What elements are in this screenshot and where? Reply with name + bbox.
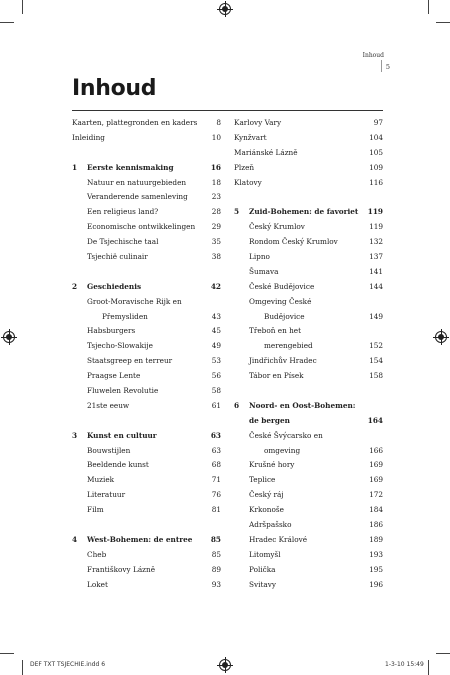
crop-mark [428, 0, 429, 14]
entry-title: Rondom Český Krumlov [249, 237, 338, 247]
entry-page-number: 10 [211, 132, 221, 142]
entry-page-number: 149 [369, 311, 383, 321]
entry-page-number: 42 [210, 281, 221, 291]
toc-entry[interactable] [72, 563, 221, 578]
entry-page-number: 195 [369, 564, 383, 574]
toc-left-column [72, 116, 221, 593]
section-gap [234, 190, 383, 205]
entry-page-number: 81 [211, 505, 221, 515]
entry-title: Krušné hory [249, 460, 295, 470]
entry-title: Český Krumlov [249, 222, 305, 232]
entry-page-number: 132 [369, 237, 383, 247]
toc-entry[interactable] [234, 369, 383, 384]
entry-page-number: 141 [369, 266, 383, 276]
entry-page-number: 58 [211, 386, 221, 396]
entry-page-number: 109 [369, 162, 383, 172]
toc-entry[interactable] [234, 578, 383, 593]
entry-title: Economische ontwikkelingen [87, 222, 196, 232]
toc-chapter-entry[interactable] [234, 414, 383, 429]
toc-entry[interactable] [72, 339, 221, 354]
entry-title: merengebied [264, 341, 313, 351]
entry-page-number: 169 [369, 475, 383, 485]
crop-mark [436, 22, 450, 23]
toc-chapter-entry[interactable] [72, 280, 221, 295]
toc-entry[interactable] [234, 250, 383, 265]
entry-page-number: 63 [211, 445, 221, 455]
entry-page-number: 119 [369, 222, 383, 232]
toc-entry[interactable] [234, 473, 383, 488]
section-gap [72, 518, 221, 533]
toc-entry[interactable] [234, 116, 383, 131]
entry-title: Veranderende samenleving [87, 192, 188, 202]
toc-entry[interactable] [234, 339, 383, 354]
entry-title: 21ste eeuw [87, 400, 130, 410]
toc-entry[interactable] [72, 399, 221, 414]
toc-entry[interactable] [72, 190, 221, 205]
entry-page-number: 53 [211, 356, 221, 366]
entry-page-number: 97 [373, 118, 383, 127]
entry-title: Plzeň [234, 162, 255, 172]
toc-entry[interactable] [234, 280, 383, 295]
crop-mark [22, 0, 23, 14]
toc-entry[interactable] [234, 265, 383, 280]
chapter-number: 1 [72, 162, 78, 172]
entry-title: České Švýcarsko en [249, 430, 323, 440]
entry-page-number: 61 [211, 400, 221, 410]
entry-title: Františkovy Lázně [87, 564, 156, 574]
entry-page-number: 164 [367, 415, 383, 425]
entry-title: Třeboň en het [249, 326, 302, 336]
page-title: Inhoud [72, 76, 157, 101]
toc-entry[interactable] [72, 324, 221, 339]
entry-title: De Tsjechische taal [87, 237, 159, 247]
header-divider [381, 60, 382, 72]
entry-page-number: 193 [369, 549, 383, 559]
toc-entry[interactable] [72, 354, 221, 369]
entry-page-number: 93 [211, 579, 221, 589]
entry-page-number: 23 [211, 192, 221, 202]
entry-title: Litomyšl [249, 549, 281, 559]
crop-mark [428, 660, 429, 675]
section-gap [72, 414, 221, 429]
crop-mark [0, 22, 14, 23]
entry-page-number: 119 [367, 207, 383, 217]
toc-chapter-entry[interactable] [234, 205, 383, 220]
registration-mark-icon [219, 3, 231, 15]
toc-entry[interactable] [72, 131, 221, 146]
running-head: Inhoud [362, 52, 384, 59]
toc-entry[interactable] [72, 295, 221, 310]
registration-mark-icon [219, 659, 231, 671]
entry-page-number: 169 [369, 460, 383, 470]
toc-entry[interactable] [72, 444, 221, 459]
toc-entry[interactable] [234, 176, 383, 191]
entry-page-number: 105 [369, 147, 383, 157]
entry-page-number: 45 [211, 326, 221, 336]
slug-file-info: DEF TXT TSJECHIE.indd 6 [30, 661, 106, 668]
entry-title: Klatovy [234, 177, 262, 187]
entry-title: České Budějovice [249, 281, 315, 291]
entry-page-number: 152 [369, 341, 383, 351]
entry-page-number: 8 [216, 118, 221, 127]
entry-title: Zuid-Bohemen: de favoriet [249, 207, 359, 217]
entry-page-number: 76 [211, 490, 221, 500]
entry-page-number: 56 [211, 371, 221, 381]
entry-page-number: 29 [211, 222, 221, 232]
toc-entry[interactable] [234, 444, 383, 459]
toc-entry[interactable] [72, 220, 221, 235]
toc-chapter-entry[interactable] [234, 399, 383, 414]
entry-title: Kaarten, plattegronden en kaders [72, 118, 198, 127]
toc-chapter-entry[interactable] [72, 533, 221, 548]
entry-title: Šumava [249, 266, 279, 276]
registration-mark-icon [435, 331, 447, 343]
entry-title: Loket [87, 579, 108, 589]
entry-page-number: 71 [211, 475, 221, 485]
entry-title: Cheb [87, 549, 107, 559]
entry-title: Teplice [249, 475, 276, 485]
entry-page-number: 38 [211, 252, 221, 262]
registration-mark-icon [3, 331, 15, 343]
entry-page-number: 186 [369, 520, 383, 530]
chapter-number: 2 [72, 281, 78, 291]
entry-page-number: 43 [211, 311, 221, 321]
entry-page-number: 172 [369, 490, 383, 500]
toc-entry[interactable] [234, 295, 383, 310]
section-gap [72, 265, 221, 280]
crop-mark [22, 660, 23, 675]
entry-page-number: 184 [369, 505, 383, 515]
toc-entry[interactable] [72, 548, 221, 563]
toc-entry[interactable] [234, 235, 383, 250]
entry-title: Noord- en Oost-Bohemen: [249, 400, 356, 410]
entry-title: Adršpašsko [249, 520, 292, 530]
entry-page-number: 89 [211, 564, 221, 574]
chapter-number: 6 [234, 400, 240, 410]
entry-title: Muziek [87, 475, 115, 485]
toc-entry[interactable] [72, 310, 221, 325]
toc-entry[interactable] [72, 176, 221, 191]
entry-page-number: 189 [369, 534, 383, 544]
toc-entry[interactable] [72, 578, 221, 593]
entry-title: Přemysliden [102, 311, 148, 321]
entry-title: Svitavy [249, 579, 276, 589]
chapter-number: 5 [234, 207, 240, 217]
toc-entry[interactable] [234, 458, 383, 473]
entry-title: Bouwstijlen [87, 445, 131, 455]
page-number: 5 [385, 63, 390, 71]
entry-page-number: 49 [211, 341, 221, 351]
entry-page-number: 35 [211, 237, 221, 247]
entry-title: Eerste kennismaking [87, 162, 174, 172]
slug-date-info: 1-3-10 15:49 [385, 661, 424, 668]
entry-title: Tsjechië culinair [87, 252, 148, 262]
toc-entry[interactable] [234, 503, 383, 518]
entry-page-number: 116 [369, 177, 383, 187]
entry-title: Film [87, 505, 104, 515]
entry-title: Tsjecho-Slowakije [87, 341, 153, 351]
toc-right-column [234, 116, 383, 593]
entry-title: Hradec Králové [249, 534, 308, 544]
entry-title: Staatsgreep en terreur [87, 356, 173, 366]
entry-title: Literatuur [87, 490, 126, 500]
entry-page-number: 28 [211, 207, 221, 217]
entry-page-number: 154 [369, 356, 383, 366]
entry-title: Český ráj [249, 490, 284, 500]
toc-entry[interactable] [72, 116, 221, 131]
entry-title: Fluwelen Revolutie [87, 386, 159, 396]
section-gap [72, 146, 221, 161]
entry-title: Lipno [249, 252, 270, 262]
toc-entry[interactable] [234, 488, 383, 503]
entry-title: Kunst en cultuur [87, 430, 157, 440]
toc-entry[interactable] [234, 324, 383, 339]
toc-entry[interactable] [72, 384, 221, 399]
entry-page-number: 158 [369, 371, 383, 381]
entry-title: Tábor en Písek [249, 371, 304, 381]
entry-page-number: 144 [369, 281, 383, 291]
crop-mark [0, 653, 14, 654]
entry-title: Praagse Lente [87, 371, 141, 381]
entry-page-number: 63 [210, 430, 221, 440]
entry-title: Karlovy Vary [234, 118, 282, 127]
entry-title: Inleiding [72, 132, 105, 142]
chapter-number: 3 [72, 430, 78, 440]
toc-entry[interactable] [234, 161, 383, 176]
toc-entry[interactable] [234, 533, 383, 548]
entry-page-number: 16 [210, 162, 221, 172]
toc-entry[interactable] [72, 473, 221, 488]
toc-entry[interactable] [72, 205, 221, 220]
toc-entry[interactable] [72, 503, 221, 518]
toc-entry[interactable] [234, 354, 383, 369]
entry-page-number: 196 [369, 579, 383, 589]
entry-title: Geschiedenis [87, 281, 142, 291]
entry-title: Habsburgers [87, 326, 136, 336]
entry-page-number: 68 [211, 460, 221, 470]
entry-title: Beeldende kunst [87, 460, 149, 470]
entry-title: West-Bohemen: de entree [87, 534, 193, 544]
toc-entry[interactable] [72, 250, 221, 265]
section-gap [234, 384, 383, 399]
entry-page-number: 85 [211, 549, 221, 559]
toc-chapter-entry[interactable] [72, 429, 221, 444]
entry-title: Groot-Moravische Rijk en [87, 296, 182, 306]
toc-chapter-entry[interactable] [72, 161, 221, 176]
toc-entry[interactable] [234, 131, 383, 146]
toc-entry[interactable] [234, 548, 383, 563]
entry-title: Polička [249, 564, 276, 574]
toc-entry[interactable] [234, 563, 383, 578]
entry-title: Mariánské Lázně [234, 147, 298, 157]
toc-entry[interactable] [234, 220, 383, 235]
toc-entry[interactable] [72, 369, 221, 384]
entry-page-number: 137 [369, 252, 383, 262]
entry-title: Budějovice [264, 311, 305, 321]
toc-entry[interactable] [234, 310, 383, 325]
entry-title: de bergen [249, 415, 290, 425]
entry-page-number: 85 [210, 534, 221, 544]
crop-mark [436, 653, 450, 654]
chapter-number: 4 [72, 534, 78, 544]
entry-page-number: 104 [369, 132, 383, 142]
toc-entry[interactable] [234, 146, 383, 161]
toc-entry[interactable] [72, 488, 221, 503]
entry-title: Een religieus land? [87, 207, 159, 217]
toc-entry[interactable] [72, 458, 221, 473]
toc-entry[interactable] [72, 235, 221, 250]
entry-page-number: 18 [211, 177, 221, 187]
toc-entry[interactable] [234, 429, 383, 444]
entry-title: Krkonoše [249, 505, 284, 515]
entry-title: Jindřichův Hradec [249, 356, 317, 366]
toc-entry[interactable] [234, 518, 383, 533]
title-divider [72, 110, 383, 111]
entry-title: Omgeving České [249, 296, 312, 306]
entry-title: Kynžvart [234, 132, 267, 142]
entry-page-number: 166 [369, 445, 383, 455]
entry-title: Natuur en natuurgebieden [87, 177, 187, 187]
entry-title: omgeving [264, 445, 301, 455]
